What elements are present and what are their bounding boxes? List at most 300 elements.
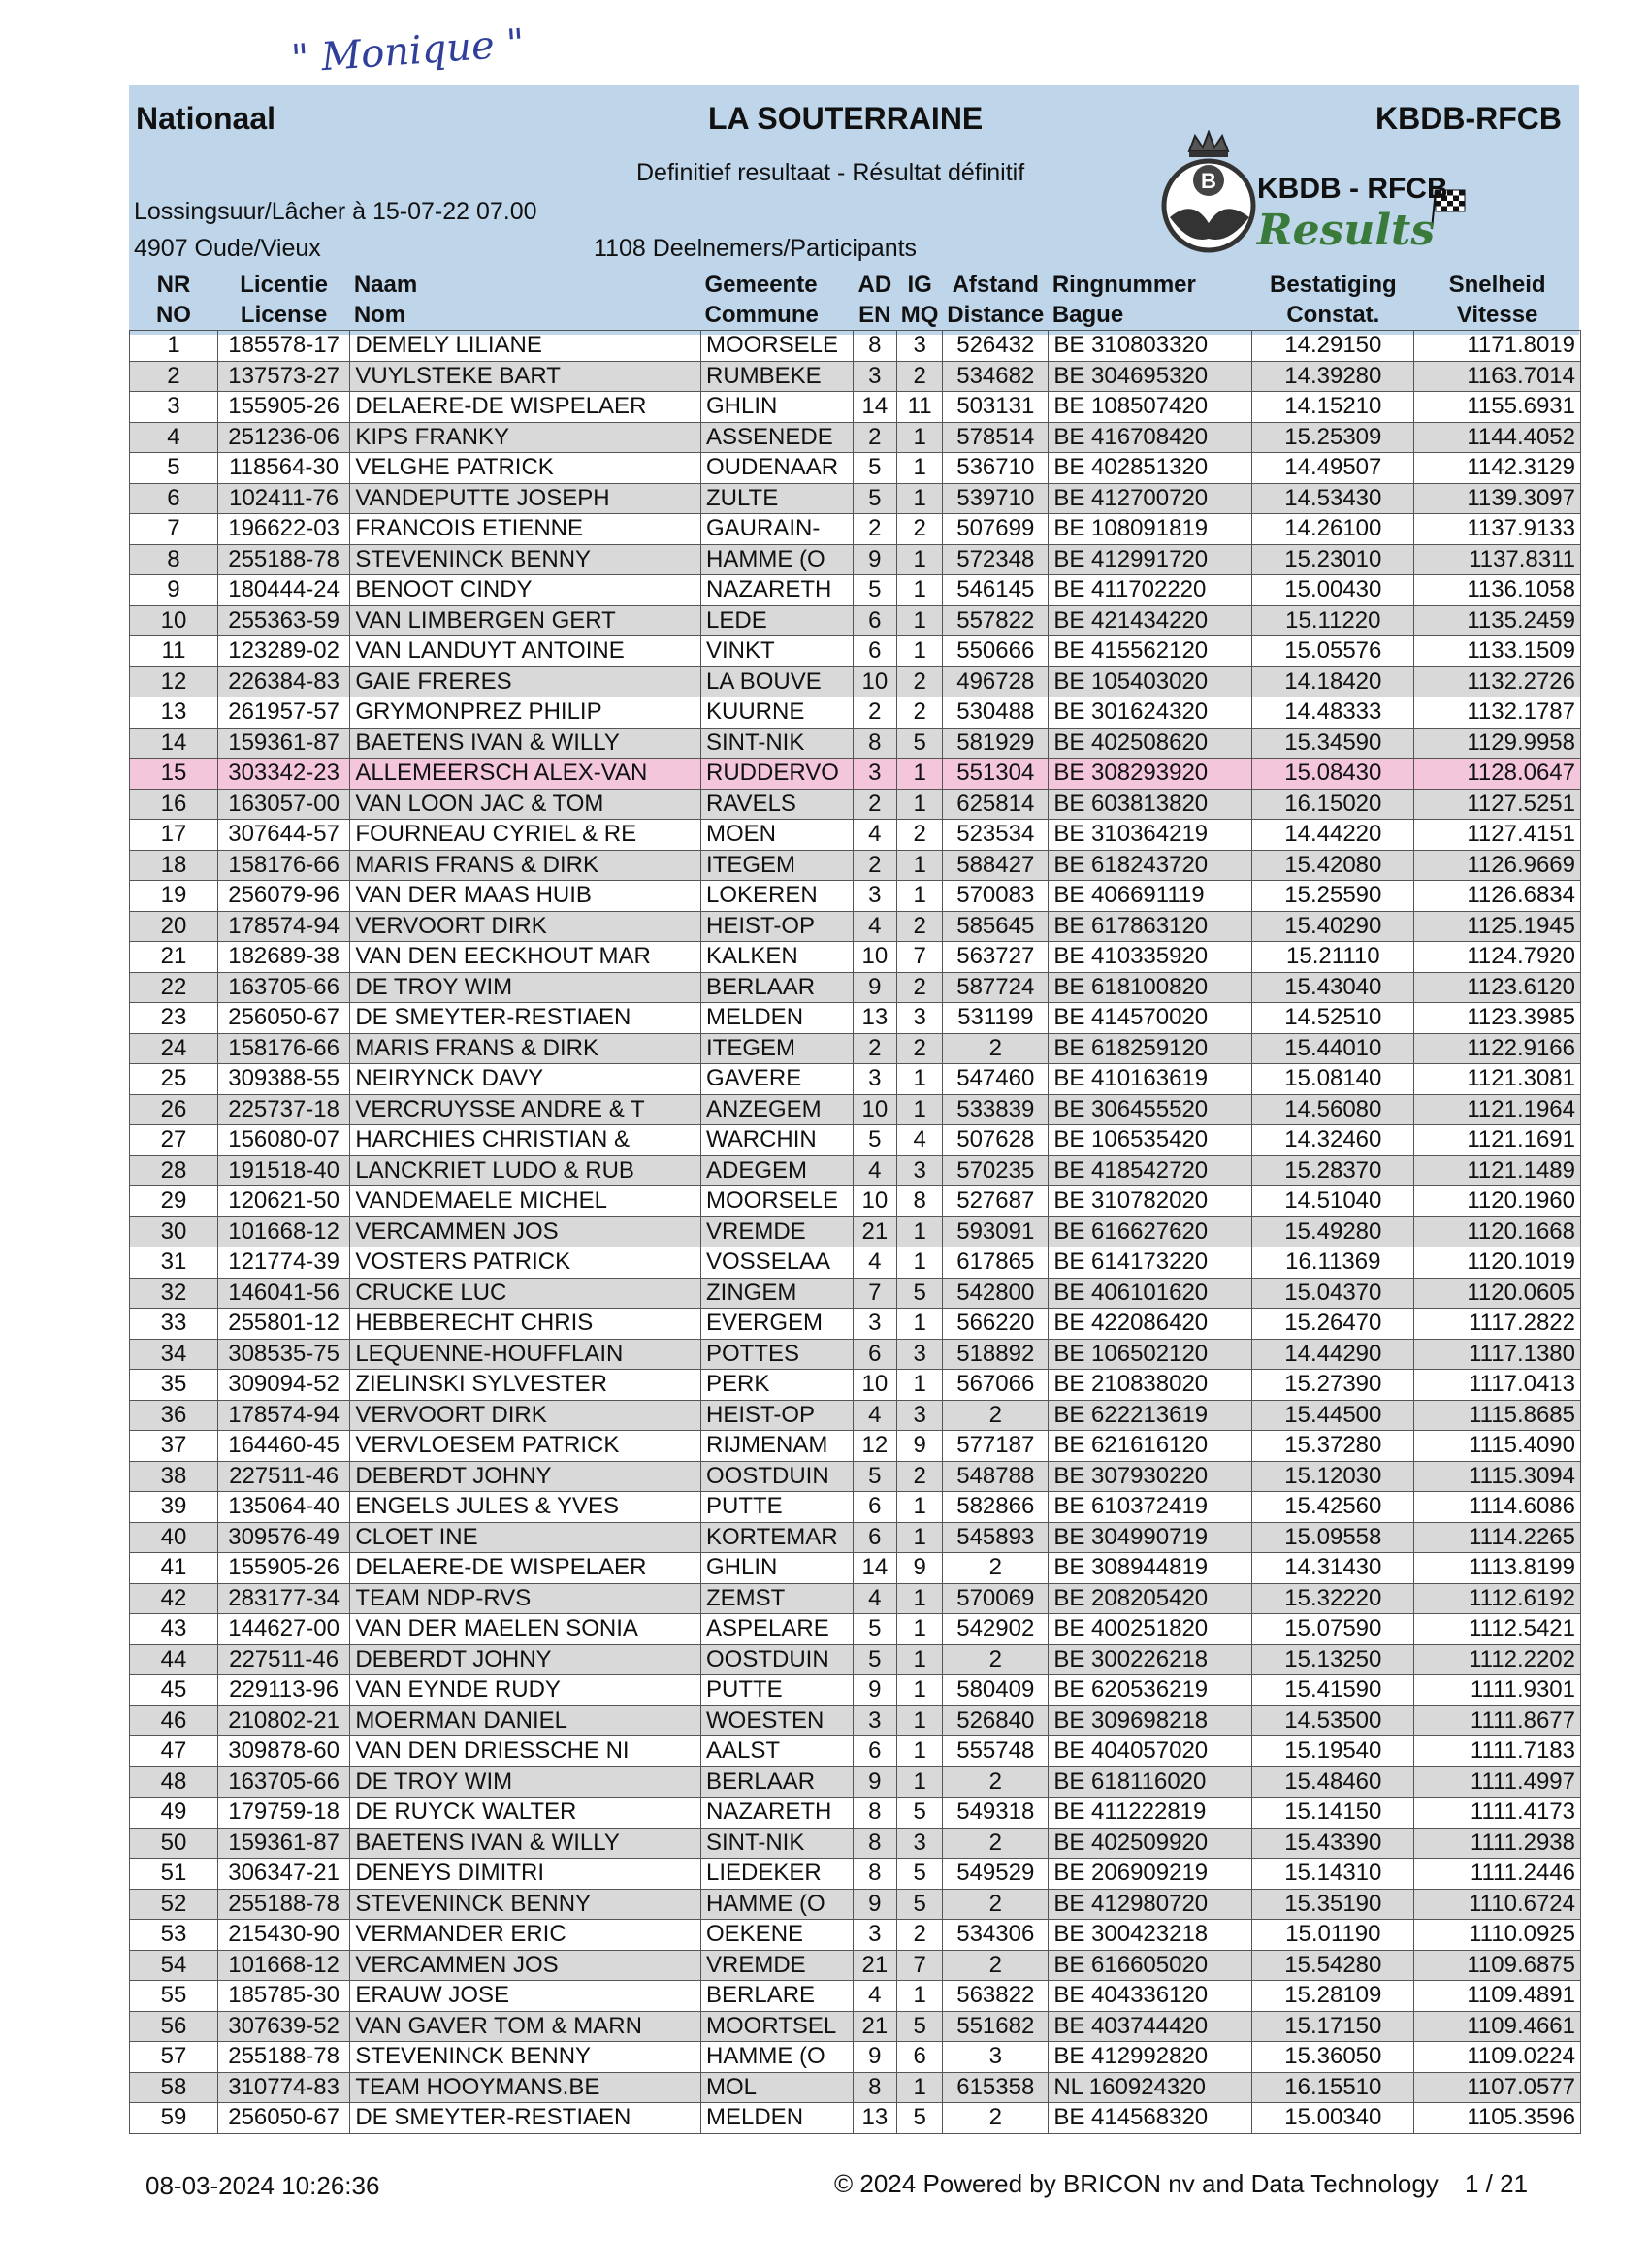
cell-ad: 5 [853, 1614, 896, 1645]
col-ringnummer: Ringnummer Bague [1051, 272, 1196, 328]
cell-naam: VERVOORT DIRK [350, 1400, 701, 1431]
cell-bestatiging: 14.51040 [1252, 1186, 1414, 1217]
cell-snelheid: 1111.7183 [1414, 1736, 1581, 1767]
cell-ig: 6 [897, 2042, 943, 2073]
cell-bestatiging: 15.35190 [1252, 1889, 1414, 1920]
cell-snelheid: 1136.1058 [1414, 575, 1581, 606]
cell-nr: 42 [130, 1583, 218, 1614]
cell-snelheid: 1109.0224 [1414, 2042, 1581, 2073]
col-gemeente: Gemeente Commune [704, 272, 819, 328]
release-time: Lossingsuur/Lâcher à 15-07-22 07.00 [134, 198, 537, 225]
cell-afstand: 2 [943, 1644, 1049, 1675]
cell-afstand: 566220 [943, 1309, 1049, 1340]
cell-gemeente: EVERGEM [701, 1309, 854, 1340]
cell-gemeente: PUTTE [701, 1492, 854, 1523]
release-location: 4907 Oude/Vieux [134, 235, 321, 262]
cell-ig: 8 [897, 1186, 943, 1217]
cell-nr: 14 [130, 728, 218, 759]
cell-snelheid: 1142.3129 [1414, 453, 1581, 484]
cell-ad: 2 [853, 697, 896, 729]
cell-ringnummer: BE 307930220 [1049, 1461, 1252, 1492]
table-row [130, 1492, 1581, 1523]
cell-nr: 52 [130, 1889, 218, 1920]
cell-naam: VANDEPUTTE JOSEPH [350, 483, 701, 514]
cell-afstand: 534306 [943, 1920, 1049, 1951]
table-row [130, 1094, 1581, 1125]
table-row [130, 850, 1581, 881]
cell-ad: 9 [853, 972, 896, 1003]
cell-naam: VOSTERS PATRICK [350, 1247, 701, 1279]
cell-ad: 2 [853, 514, 896, 545]
cell-naam: DEBERDT JOHNY [350, 1644, 701, 1675]
cell-licentie: 255188-78 [217, 2042, 349, 2073]
cell-licentie: 256050-67 [217, 1003, 349, 1034]
cell-licentie: 251236-06 [217, 422, 349, 453]
cell-bestatiging: 16.15020 [1252, 789, 1414, 820]
cell-ringnummer: BE 414568320 [1049, 2103, 1252, 2134]
cell-licentie: 137573-27 [217, 361, 349, 392]
cell-afstand: 542800 [943, 1278, 1049, 1309]
cell-ig: 1 [897, 1614, 943, 1645]
cell-licentie: 215430-90 [217, 1920, 349, 1951]
cell-afstand: 625814 [943, 789, 1049, 820]
cell-bestatiging: 14.39280 [1252, 361, 1414, 392]
cell-gemeente: LA BOUVE [701, 666, 854, 697]
cell-ringnummer: BE 410163619 [1049, 1064, 1252, 1095]
cell-naam: HARCHIES CHRISTIAN & [350, 1125, 701, 1156]
cell-gemeente: KALKEN [701, 942, 854, 973]
col-afstand: Afstand Distance [947, 272, 1045, 328]
cell-gemeente: VREMDE [701, 1216, 854, 1247]
cell-nr: 5 [130, 453, 218, 484]
cell-afstand: 526432 [943, 331, 1049, 362]
col-snelheid: Snelheid Vitesse [1448, 272, 1546, 328]
table-row [130, 1339, 1581, 1370]
cell-ad: 4 [853, 1400, 896, 1431]
cell-ad: 3 [853, 1309, 896, 1340]
cell-nr: 16 [130, 789, 218, 820]
cell-bestatiging: 15.36050 [1252, 2042, 1414, 2073]
cell-licentie: 226384-83 [217, 666, 349, 697]
cell-naam: VUYLSTEKE BART [350, 361, 701, 392]
cell-afstand: 550666 [943, 636, 1049, 667]
cell-ad: 9 [853, 2042, 896, 2073]
cell-gemeente: POTTES [701, 1339, 854, 1370]
cell-bestatiging: 15.23010 [1252, 544, 1414, 575]
table-row [130, 1370, 1581, 1401]
cell-ig: 1 [897, 453, 943, 484]
cell-bestatiging: 14.49507 [1252, 453, 1414, 484]
cell-nr: 4 [130, 422, 218, 453]
cell-licentie: 158176-66 [217, 1033, 349, 1064]
cell-bestatiging: 15.19540 [1252, 1736, 1414, 1767]
cell-ad: 2 [853, 1033, 896, 1064]
cell-ad: 4 [853, 1583, 896, 1614]
table-row [130, 942, 1581, 973]
cell-gemeente: NAZARETH [701, 1798, 854, 1829]
cell-ringnummer: BE 402508620 [1049, 728, 1252, 759]
cell-afstand: 581929 [943, 728, 1049, 759]
cell-licentie: 159361-87 [217, 1828, 349, 1859]
cell-snelheid: 1171.8019 [1414, 331, 1581, 362]
cell-afstand: 548788 [943, 1461, 1049, 1492]
cell-nr: 17 [130, 820, 218, 851]
table-row [130, 1950, 1581, 1981]
cell-naam: MARIS FRANS & DIRK [350, 1033, 701, 1064]
cell-gemeente: WOESTEN [701, 1705, 854, 1736]
cell-snelheid: 1111.2938 [1414, 1828, 1581, 1859]
cell-afstand: 2 [943, 1553, 1049, 1584]
organisation-name: KBDB-RFCB [1375, 101, 1562, 136]
cell-bestatiging: 15.11220 [1252, 605, 1414, 636]
cell-gemeente: OOSTDUIN [701, 1461, 854, 1492]
cell-snelheid: 1114.6086 [1414, 1492, 1581, 1523]
cell-ringnummer: BE 106502120 [1049, 1339, 1252, 1370]
cell-bestatiging: 15.28370 [1252, 1155, 1414, 1186]
cell-ad: 2 [853, 789, 896, 820]
cell-snelheid: 1115.4090 [1414, 1431, 1581, 1462]
cell-gemeente: HAMME (O [701, 544, 854, 575]
cell-ig: 2 [897, 1461, 943, 1492]
table-row [130, 1186, 1581, 1217]
cell-naam: DENEYS DIMITRI [350, 1859, 701, 1890]
cell-snelheid: 1109.6875 [1414, 1950, 1581, 1981]
cell-licentie: 146041-56 [217, 1278, 349, 1309]
cell-ig: 1 [897, 483, 943, 514]
cell-ig: 1 [897, 1370, 943, 1401]
cell-gemeente: GHLIN [701, 1553, 854, 1584]
cell-naam: VERVLOESEM PATRICK [350, 1431, 701, 1462]
powered-by: © 2024 Powered by BRICON nv and Data Technology [834, 2169, 1439, 2198]
cell-ig: 5 [897, 1889, 943, 1920]
cell-snelheid: 1122.9166 [1414, 1033, 1581, 1064]
cell-ringnummer: BE 603813820 [1049, 789, 1252, 820]
cell-afstand: 617865 [943, 1247, 1049, 1279]
cell-afstand: 503131 [943, 392, 1049, 423]
cell-snelheid: 1135.2459 [1414, 605, 1581, 636]
cell-afstand: 496728 [943, 666, 1049, 697]
cell-bestatiging: 14.44290 [1252, 1339, 1414, 1370]
cell-snelheid: 1111.4173 [1414, 1798, 1581, 1829]
table-row [130, 392, 1581, 423]
page-number: 1 / 21 [1465, 2169, 1529, 2198]
cell-bestatiging: 15.14310 [1252, 1859, 1414, 1890]
cell-gemeente: HAMME (O [701, 1889, 854, 1920]
table-row [130, 544, 1581, 575]
cell-naam: TEAM NDP-RVS [350, 1583, 701, 1614]
cell-ringnummer: BE 206909219 [1049, 1859, 1252, 1890]
cell-bestatiging: 14.18420 [1252, 666, 1414, 697]
cell-ig: 1 [897, 1216, 943, 1247]
cell-ig: 1 [897, 1094, 943, 1125]
cell-snelheid: 1121.3081 [1414, 1064, 1581, 1095]
cell-licentie: 120621-50 [217, 1186, 349, 1217]
cell-ad: 4 [853, 1247, 896, 1279]
table-row [130, 1064, 1581, 1095]
cell-ig: 3 [897, 331, 943, 362]
table-row [130, 2072, 1581, 2103]
cell-ig: 1 [897, 1309, 943, 1340]
cell-bestatiging: 15.42080 [1252, 850, 1414, 881]
cell-ringnummer: BE 406101620 [1049, 1278, 1252, 1309]
cell-nr: 25 [130, 1064, 218, 1095]
cell-naam: ALLEMEERSCH ALEX-VAN [350, 759, 701, 790]
cell-ig: 2 [897, 911, 943, 942]
cell-afstand: 526840 [943, 1705, 1049, 1736]
table-row [130, 1553, 1581, 1584]
cell-naam: VERMANDER ERIC [350, 1920, 701, 1951]
cell-ig: 1 [897, 544, 943, 575]
cell-bestatiging: 14.56080 [1252, 1094, 1414, 1125]
cell-nr: 13 [130, 697, 218, 729]
cell-licentie: 308535-75 [217, 1339, 349, 1370]
cell-snelheid: 1137.8311 [1414, 544, 1581, 575]
cell-licentie: 178574-94 [217, 911, 349, 942]
cell-afstand: 3 [943, 2042, 1049, 2073]
cell-nr: 29 [130, 1186, 218, 1217]
cell-afstand: 585645 [943, 911, 1049, 942]
cell-nr: 50 [130, 1828, 218, 1859]
cell-ringnummer: BE 618116020 [1049, 1766, 1252, 1798]
cell-snelheid: 1132.1787 [1414, 697, 1581, 729]
cell-licentie: 210802-21 [217, 1705, 349, 1736]
cell-gemeente: PUTTE [701, 1675, 854, 1706]
cell-bestatiging: 15.00430 [1252, 575, 1414, 606]
cell-nr: 7 [130, 514, 218, 545]
cell-ringnummer: NL 160924320 [1049, 2072, 1252, 2103]
table-row [130, 911, 1581, 942]
cell-naam: VERVOORT DIRK [350, 911, 701, 942]
cell-snelheid: 1111.9301 [1414, 1675, 1581, 1706]
logo-letter: B [1201, 169, 1216, 193]
cell-ig: 1 [897, 1766, 943, 1798]
cell-ad: 3 [853, 881, 896, 912]
cell-ig: 4 [897, 1125, 943, 1156]
cell-bestatiging: 15.49280 [1252, 1216, 1414, 1247]
cell-snelheid: 1112.6192 [1414, 1583, 1581, 1614]
cell-gemeente: ZULTE [701, 483, 854, 514]
cell-licentie: 135064-40 [217, 1492, 349, 1523]
cell-afstand: 593091 [943, 1216, 1049, 1247]
cell-snelheid: 1109.4661 [1414, 2011, 1581, 2042]
cell-afstand: 580409 [943, 1675, 1049, 1706]
cell-naam: NEIRYNCK DAVY [350, 1064, 701, 1095]
cell-afstand: 531199 [943, 1003, 1049, 1034]
cell-licentie: 309878-60 [217, 1736, 349, 1767]
cell-ig: 2 [897, 1920, 943, 1951]
cell-ringnummer: BE 310364219 [1049, 820, 1252, 851]
cell-afstand: 582866 [943, 1492, 1049, 1523]
cell-snelheid: 1111.2446 [1414, 1859, 1581, 1890]
table-row [130, 605, 1581, 636]
cell-nr: 12 [130, 666, 218, 697]
cell-ig: 9 [897, 1553, 943, 1584]
cell-afstand: 577187 [943, 1431, 1049, 1462]
cell-snelheid: 1121.1964 [1414, 1094, 1581, 1125]
cell-nr: 1 [130, 331, 218, 362]
cell-bestatiging: 14.15210 [1252, 392, 1414, 423]
cell-ig: 1 [897, 789, 943, 820]
cell-ringnummer: BE 616605020 [1049, 1950, 1252, 1981]
cell-ringnummer: BE 300423218 [1049, 1920, 1252, 1951]
cell-nr: 51 [130, 1859, 218, 1890]
cell-licentie: 185578-17 [217, 331, 349, 362]
cell-afstand: 2 [943, 1889, 1049, 1920]
table-row [130, 1247, 1581, 1279]
cell-nr: 55 [130, 1981, 218, 2012]
cell-naam: DEMELY LILIANE [350, 331, 701, 362]
cell-snelheid: 1120.1019 [1414, 1247, 1581, 1279]
cell-gemeente: MOL [701, 2072, 854, 2103]
cell-gemeente: RAVELS [701, 789, 854, 820]
cell-licentie: 191518-40 [217, 1155, 349, 1186]
cell-afstand: 563727 [943, 942, 1049, 973]
cell-licentie: 303342-23 [217, 759, 349, 790]
cell-ad: 21 [853, 1950, 896, 1981]
table-row [130, 1766, 1581, 1798]
print-timestamp: 08-03-2024 10:26:36 [146, 2171, 380, 2200]
cell-naam: DEBERDT JOHNY [350, 1461, 701, 1492]
cell-naam: FOURNEAU CYRIEL & RE [350, 820, 701, 851]
col-licentie: Licentie License [240, 272, 328, 328]
cell-bestatiging: 14.48333 [1252, 697, 1414, 729]
cell-snelheid: 1112.2202 [1414, 1644, 1581, 1675]
cell-ad: 8 [853, 331, 896, 362]
table-row [130, 1981, 1581, 2012]
cell-ringnummer: BE 618100820 [1049, 972, 1252, 1003]
cell-snelheid: 1163.7014 [1414, 361, 1581, 392]
cell-naam: VAN DER MAELEN SONIA [350, 1614, 701, 1645]
table-row [130, 575, 1581, 606]
cell-ringnummer: BE 404057020 [1049, 1736, 1252, 1767]
cell-ad: 10 [853, 942, 896, 973]
cell-bestatiging: 15.14150 [1252, 1798, 1414, 1829]
cell-ad: 21 [853, 2011, 896, 2042]
cell-ig: 3 [897, 1400, 943, 1431]
cell-snelheid: 1110.0925 [1414, 1920, 1581, 1951]
table-row [130, 1920, 1581, 1951]
cell-ad: 6 [853, 1522, 896, 1553]
cell-bestatiging: 15.07590 [1252, 1614, 1414, 1645]
cell-licentie: 178574-94 [217, 1400, 349, 1431]
cell-gemeente: RIJMENAM [701, 1431, 854, 1462]
cell-snelheid: 1123.6120 [1414, 972, 1581, 1003]
cell-afstand: 572348 [943, 544, 1049, 575]
cell-ringnummer: BE 308944819 [1049, 1553, 1252, 1584]
cell-ringnummer: BE 418542720 [1049, 1155, 1252, 1186]
cell-nr: 23 [130, 1003, 218, 1034]
table-row [130, 1889, 1581, 1920]
table-row [130, 361, 1581, 392]
cell-ig: 2 [897, 666, 943, 697]
cell-ad: 5 [853, 1644, 896, 1675]
table-row [130, 1155, 1581, 1186]
cell-gemeente: HAMME (O [701, 2042, 854, 2073]
cell-bestatiging: 15.28109 [1252, 1981, 1414, 2012]
cell-gemeente: AALST [701, 1736, 854, 1767]
cell-afstand: 578514 [943, 422, 1049, 453]
cell-gemeente: HEIST-OP [701, 1400, 854, 1431]
cell-nr: 54 [130, 1950, 218, 1981]
cell-ringnummer: BE 422086420 [1049, 1309, 1252, 1340]
race-title: LA SOUTERRAINE [708, 101, 984, 136]
table-row [130, 1125, 1581, 1156]
cell-nr: 46 [130, 1705, 218, 1736]
cell-nr: 57 [130, 2042, 218, 2073]
cell-snelheid: 1123.3985 [1414, 1003, 1581, 1034]
cell-snelheid: 1120.1960 [1414, 1186, 1581, 1217]
cell-licentie: 309094-52 [217, 1370, 349, 1401]
cell-ringnummer: BE 406691119 [1049, 881, 1252, 912]
cell-ig: 1 [897, 422, 943, 453]
cell-ad: 3 [853, 1920, 896, 1951]
cell-ig: 1 [897, 759, 943, 790]
cell-ig: 7 [897, 942, 943, 973]
cell-naam: VAN DEN EECKHOUT MAR [350, 942, 701, 973]
cell-licentie: 255801-12 [217, 1309, 349, 1340]
cell-snelheid: 1115.3094 [1414, 1461, 1581, 1492]
cell-naam: FRANCOIS ETIENNE [350, 514, 701, 545]
cell-nr: 37 [130, 1431, 218, 1462]
cell-ad: 6 [853, 1339, 896, 1370]
cell-gemeente: SINT-NIK [701, 1828, 854, 1859]
cell-licentie: 164460-45 [217, 1431, 349, 1462]
cell-naam: HEBBERECHT CHRIS [350, 1309, 701, 1340]
cell-licentie: 144627-00 [217, 1614, 349, 1645]
cell-bestatiging: 15.43390 [1252, 1828, 1414, 1859]
cell-bestatiging: 14.44220 [1252, 820, 1414, 851]
cell-afstand: 533839 [943, 1094, 1049, 1125]
cell-naam: BAETENS IVAN & WILLY [350, 728, 701, 759]
cell-ringnummer: BE 621616120 [1049, 1431, 1252, 1462]
table-row [130, 422, 1581, 453]
cell-gemeente: BERLARE [701, 1981, 854, 2012]
cell-naam: MARIS FRANS & DIRK [350, 850, 701, 881]
cell-ig: 1 [897, 636, 943, 667]
cell-ig: 1 [897, 1492, 943, 1523]
cell-naam: DELAERE-DE WISPELAER [350, 1553, 701, 1584]
cell-licentie: 309388-55 [217, 1064, 349, 1095]
cell-nr: 59 [130, 2103, 218, 2134]
table-row [130, 1033, 1581, 1064]
cell-snelheid: 1132.2726 [1414, 666, 1581, 697]
cell-ad: 14 [853, 1553, 896, 1584]
cell-licentie: 102411-76 [217, 483, 349, 514]
cell-ig: 7 [897, 1950, 943, 1981]
cell-bestatiging: 15.13250 [1252, 1644, 1414, 1675]
table-row [130, 1705, 1581, 1736]
cell-afstand: 534682 [943, 361, 1049, 392]
cell-bestatiging: 15.21110 [1252, 942, 1414, 973]
cell-ad: 9 [853, 1675, 896, 1706]
cell-naam: BAETENS IVAN & WILLY [350, 1828, 701, 1859]
cell-bestatiging: 15.48460 [1252, 1766, 1414, 1798]
cell-snelheid: 1128.0647 [1414, 759, 1581, 790]
cell-bestatiging: 15.08140 [1252, 1064, 1414, 1095]
cell-ringnummer: BE 610372419 [1049, 1492, 1252, 1523]
cell-gemeente: ADEGEM [701, 1155, 854, 1186]
cell-snelheid: 1107.0577 [1414, 2072, 1581, 2103]
cell-snelheid: 1121.1489 [1414, 1155, 1581, 1186]
cell-ig: 1 [897, 2072, 943, 2103]
cell-naam: VAN DER MAAS HUIB [350, 881, 701, 912]
cell-nr: 48 [130, 1766, 218, 1798]
cell-ringnummer: BE 308293920 [1049, 759, 1252, 790]
cell-ringnummer: BE 108091819 [1049, 514, 1252, 545]
table-row [130, 881, 1581, 912]
cell-afstand: 530488 [943, 697, 1049, 729]
cell-gemeente: HEIST-OP [701, 911, 854, 942]
